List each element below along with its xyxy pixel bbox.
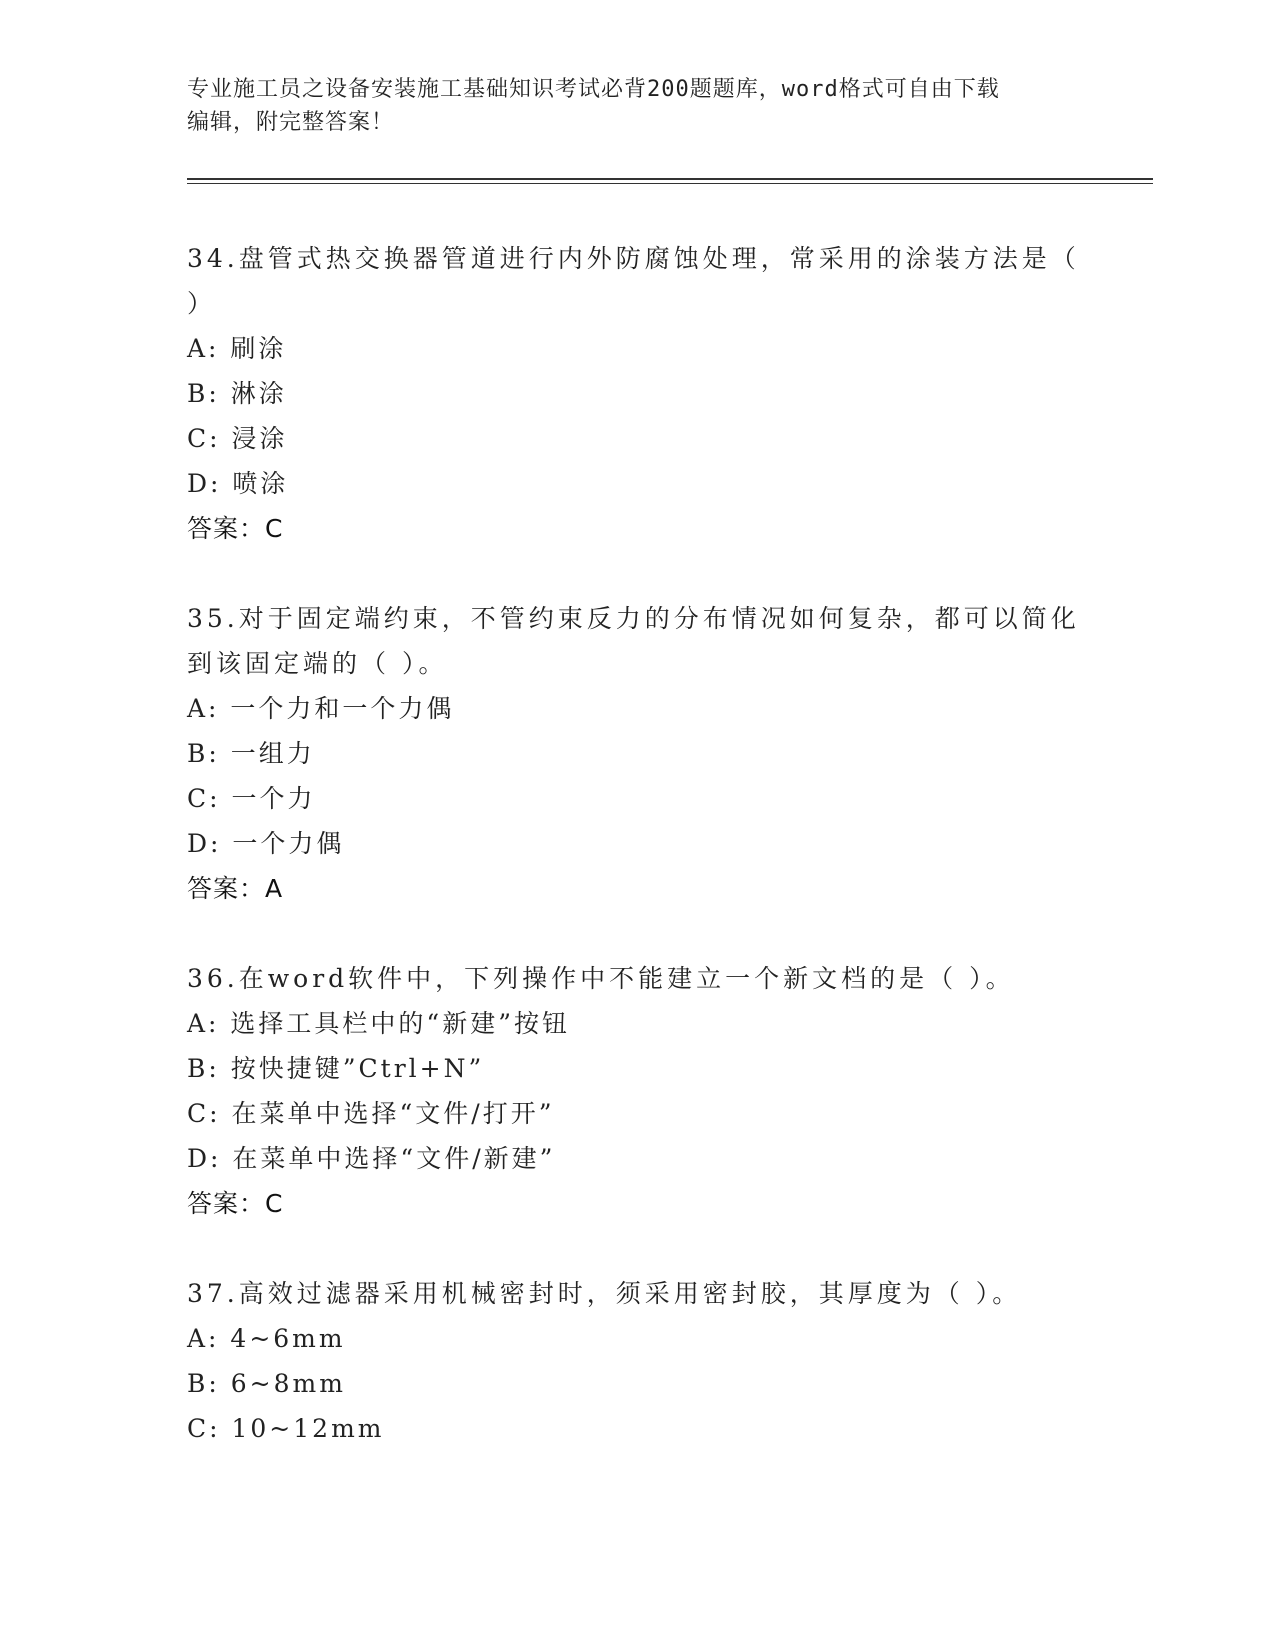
option-d: D: 在菜单中选择“文件/新建” (187, 1144, 556, 1173)
question-text: 37.高效过滤器采用机械密封时，须采用密封胶，其厚度为（ ）。 (187, 1279, 1022, 1308)
option-d: D: 喷涂 (187, 469, 289, 498)
option-b: B: 一组力 (187, 739, 315, 768)
question-text: 34.盘管式热交换器管道进行内外防腐蚀处理，常采用的涂装方法是（ ） (187, 244, 1080, 318)
option-a: A: 4~6mm (187, 1324, 346, 1353)
option-b: B: 按快捷键”Ctrl+N” (187, 1054, 485, 1083)
answer-line: 答案：C (187, 1189, 284, 1218)
option-a: A: 选择工具栏中的“新建”按钮 (187, 1009, 570, 1038)
question-36 (187, 956, 1087, 1226)
option-a: A: 刷涂 (187, 334, 287, 363)
option-c: C: 一个力 (187, 784, 316, 813)
document-header (187, 73, 1087, 139)
header-divider-bottom (187, 183, 1153, 184)
option-b: B: 6~8mm (187, 1369, 346, 1398)
option-a: A: 一个力和一个力偶 (187, 694, 455, 723)
header-line-1: 专业施工员之设备安装施工基础知识考试必背200题题库，word格式可自由下载 (187, 77, 1000, 102)
question-35 (187, 596, 1087, 911)
question-37 (187, 1271, 1087, 1451)
question-34 (187, 236, 1087, 551)
option-c: C: 在菜单中选择“文件/打开” (187, 1099, 555, 1128)
option-b: B: 淋涂 (187, 379, 287, 408)
question-text: 35.对于固定端约束，不管约束反力的分布情况如何复杂，都可以简化到该固定端的（ ）。 (187, 604, 1080, 678)
header-divider-top (187, 178, 1153, 180)
header-line-2: 编辑，附完整答案！ (187, 110, 395, 135)
option-c: C: 浸涂 (187, 424, 288, 453)
question-list (187, 236, 1087, 1496)
answer-line: 答案：C (187, 514, 284, 543)
option-c: C: 10~12mm (187, 1414, 385, 1443)
question-text: 36.在word软件中，下列操作中不能建立一个新文档的是（ ）。 (187, 964, 1015, 993)
option-d: D: 一个力偶 (187, 829, 345, 858)
answer-line: 答案：A (187, 874, 284, 903)
